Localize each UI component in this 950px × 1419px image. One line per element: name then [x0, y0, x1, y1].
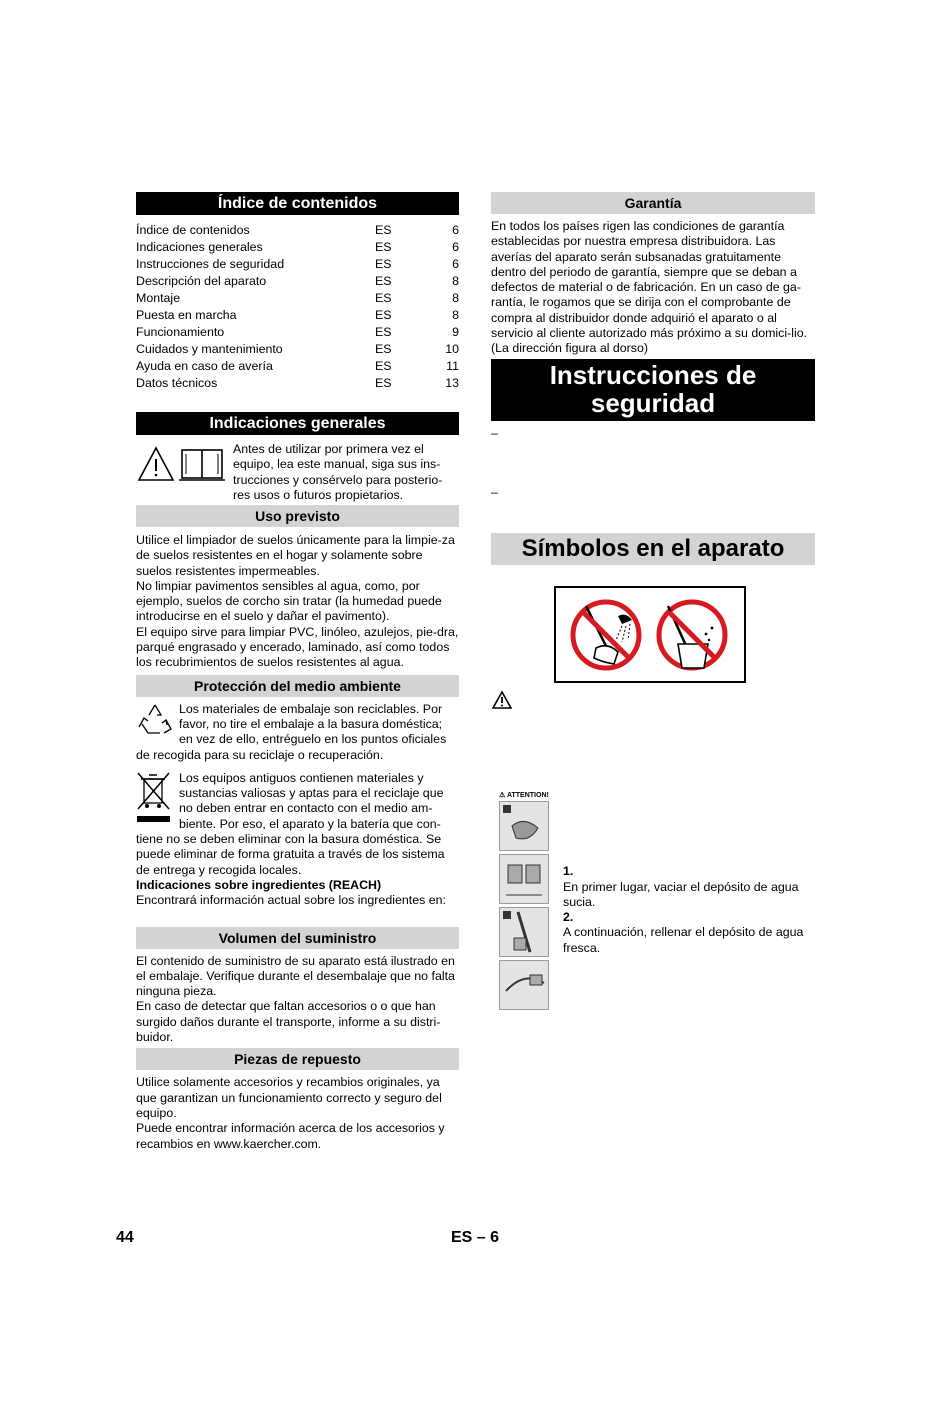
reach-text: Encontrará información actual sobre los ingredientes en:: [136, 893, 446, 908]
symbols-heading: Símbolos en el aparato: [491, 533, 815, 565]
warning-symbol-row: [491, 690, 815, 710]
tank-refill-illustration-icon: [499, 960, 549, 1010]
safety-dash-2: –: [491, 484, 498, 499]
toc-row-title: Datos técnicos: [136, 376, 218, 390]
weee-text: Los equipos antiguos contienen materiales y sustancias valiosas y aptas para el reciclaje que no deben entrar en contacto con el medio am-biente. Por eso, el aparato y la batería que con-: [179, 770, 444, 831]
attention-warning-icon: ⚠: [499, 792, 506, 800]
manual-book-icon: [179, 450, 225, 480]
toc-row-title: Puesta en marcha: [136, 308, 237, 322]
toc-row-lang: ES: [375, 257, 392, 271]
step2-illustration-icon: [499, 907, 549, 957]
parts-heading: Piezas de repuesto: [136, 1048, 459, 1070]
recycle-text-cont: de recogida para su reciclaje o recuperación.: [136, 747, 384, 762]
toc-row-page: 11: [446, 359, 459, 373]
toc-row-page: 10: [445, 342, 459, 356]
step1-number: 1.: [563, 864, 574, 879]
toc-row: [136, 375, 459, 392]
warranty-note: (La dirección figura al dorso): [491, 341, 649, 356]
warning-manual-icons: [136, 442, 232, 489]
warning-triangle-icon: [136, 444, 232, 484]
toc-row-page: 9: [452, 325, 459, 339]
general-intro-block: [136, 442, 459, 505]
toc-row: [136, 290, 459, 307]
weee-block: [136, 771, 459, 878]
toc-row-page: 8: [452, 274, 459, 288]
toc-row-title: Funcionamiento: [136, 325, 225, 339]
attention-text: ATTENTION!: [506, 792, 549, 800]
section-page-label: ES – 6: [451, 1229, 500, 1246]
toc-row-title: Instrucciones de seguridad: [136, 257, 285, 271]
toc-row: [136, 341, 459, 358]
left-column: [136, 192, 459, 1152]
use-text: Utilice el limpiador de suelos únicamente para la limpie-za de suelos resistentes en el hogar y solamente sobre suelos resistentes impermeables. No limpiar pavimentos sensibles al agua, como, por ejemplo, suelos de corcho sin tratar (la humedad puede introducirse en el suelo y dañar el pavimento). El equipo sirve para limpiar PVC, linóleo, azulejos, pie-dra, parqué engrasado y encerado, laminado, así como todos los recubrimientos de suelos resistentes al agua.: [136, 533, 459, 670]
toc-row-title: Cuidados y mantenimiento: [136, 342, 283, 356]
toc-row-lang: ES: [375, 376, 392, 390]
toc-row-lang: ES: [375, 359, 392, 373]
step1-illustration-icon: [499, 801, 549, 851]
no-shower-icon: [573, 602, 639, 668]
environment-heading: Protección del medio ambiente: [136, 675, 459, 697]
toc-row-page: 6: [452, 257, 459, 271]
prohibition-symbols-panel: [554, 586, 746, 683]
toc-row: [136, 273, 459, 290]
toc-row-lang: ES: [375, 223, 392, 237]
parts-text: Utilice solamente accesorios y recambios originales, ya que garantizan un funcionamiento correcto y seguro del equipo. Puede encontrar información acerca de los accesorios y recambios en www.kaercher.com.: [136, 1075, 445, 1151]
toc-row-page: 13: [445, 376, 459, 390]
attention-strip: [499, 791, 551, 1013]
warning-triangle-small-icon: [491, 690, 513, 710]
reach-title: Indicaciones sobre ingredientes (REACH): [136, 877, 382, 892]
supply-text: El contenido de suministro de su aparato está ilustrado en el embalaje. Verifique durante el desembalaje que no falta ninguna pieza. En caso de detectar que faltan accesorios o o que han surgido daños durante el transporte, informe a su distri-buidor.: [136, 953, 455, 1045]
general-heading: Indicaciones generales: [136, 412, 459, 435]
toc-row-page: 6: [452, 223, 459, 237]
crossed-bin-icon: [136, 771, 179, 832]
toc-row-lang: ES: [375, 291, 392, 305]
warranty-text: En todos los países rigen las condiciones de garantía establecidas por nuestra empresa distribuidora. Las averías del aparato serán subsanadas gratuitamente dentro del periodo de garantía, siempre que se deban a defectos de material o de fabricación. En un caso de ga-rantía, le rogamos que se dirija con el comprobante de compra al distribuidor donde adquirió el aparato o al servicio al cliente autorizado más próximo a su domici-lio.: [491, 219, 808, 341]
toc-row: [136, 307, 459, 324]
toc-row: [136, 239, 459, 256]
safety-dash-1: –: [491, 425, 498, 440]
toc-row-page: 8: [452, 308, 459, 322]
toc-row-title: Ayuda en caso de avería: [136, 359, 273, 373]
step2-text: A continuación, rellenar el depósito de agua fresca.: [563, 925, 804, 955]
warranty-heading: Garantía: [491, 192, 815, 214]
toc-heading: Índice de contenidos: [136, 192, 459, 215]
no-bucket-icon: [659, 602, 725, 668]
toc-row-page: 8: [452, 291, 459, 305]
recycle-icon: [136, 702, 179, 741]
supply-heading: Volumen del suministro: [136, 927, 459, 949]
use-heading: Uso previsto: [136, 505, 459, 527]
step2-number: 2.: [563, 910, 574, 925]
toc-row-lang: ES: [375, 274, 392, 288]
recycle-block: [136, 702, 459, 763]
toc-row-title: Índice de contenidos: [136, 223, 250, 237]
toc-row-lang: ES: [375, 342, 392, 356]
toc-row: [136, 222, 459, 239]
general-intro-text: Antes de utilizar por primera vez el equipo, lea este manual, siga sus ins-trucciones y consérvelo para posterio-res usos o futuros propietarios.: [233, 442, 443, 502]
toc-row-title: Montaje: [136, 291, 181, 305]
toc-list: [136, 222, 459, 392]
recycle-text: Los materiales de embalaje son reciclables. Por favor, no tire el embalaje a la basura doméstica; en vez de ello, entréguelo en los puntos oficiales: [179, 701, 447, 747]
steps-text: [563, 864, 815, 956]
tank-empty-illustration-icon: [499, 854, 549, 904]
toc-row: [136, 256, 459, 273]
toc-row-lang: ES: [375, 240, 392, 254]
toc-row-lang: ES: [375, 308, 392, 322]
weee-text-cont: tiene no se deben eliminar con la basura doméstica. Se puede eliminar de forma gratuita a través de los sistema de entrega y recogida locales.: [136, 832, 445, 877]
toc-row-title: Descripción del aparato: [136, 274, 267, 288]
toc-row-title: Indicaciones generales: [136, 240, 263, 254]
toc-row: [136, 358, 459, 375]
attention-label: [499, 791, 551, 801]
safety-heading: Instrucciones de seguridad: [491, 359, 815, 421]
attention-block: [491, 791, 815, 1021]
page-number: 44: [116, 1229, 134, 1246]
right-column: [491, 192, 815, 1021]
toc-row: [136, 324, 459, 341]
step1-text: En primer lugar, vaciar el depósito de agua sucia.: [563, 879, 799, 909]
toc-row-page: 6: [452, 240, 459, 254]
toc-row-lang: ES: [375, 325, 392, 339]
